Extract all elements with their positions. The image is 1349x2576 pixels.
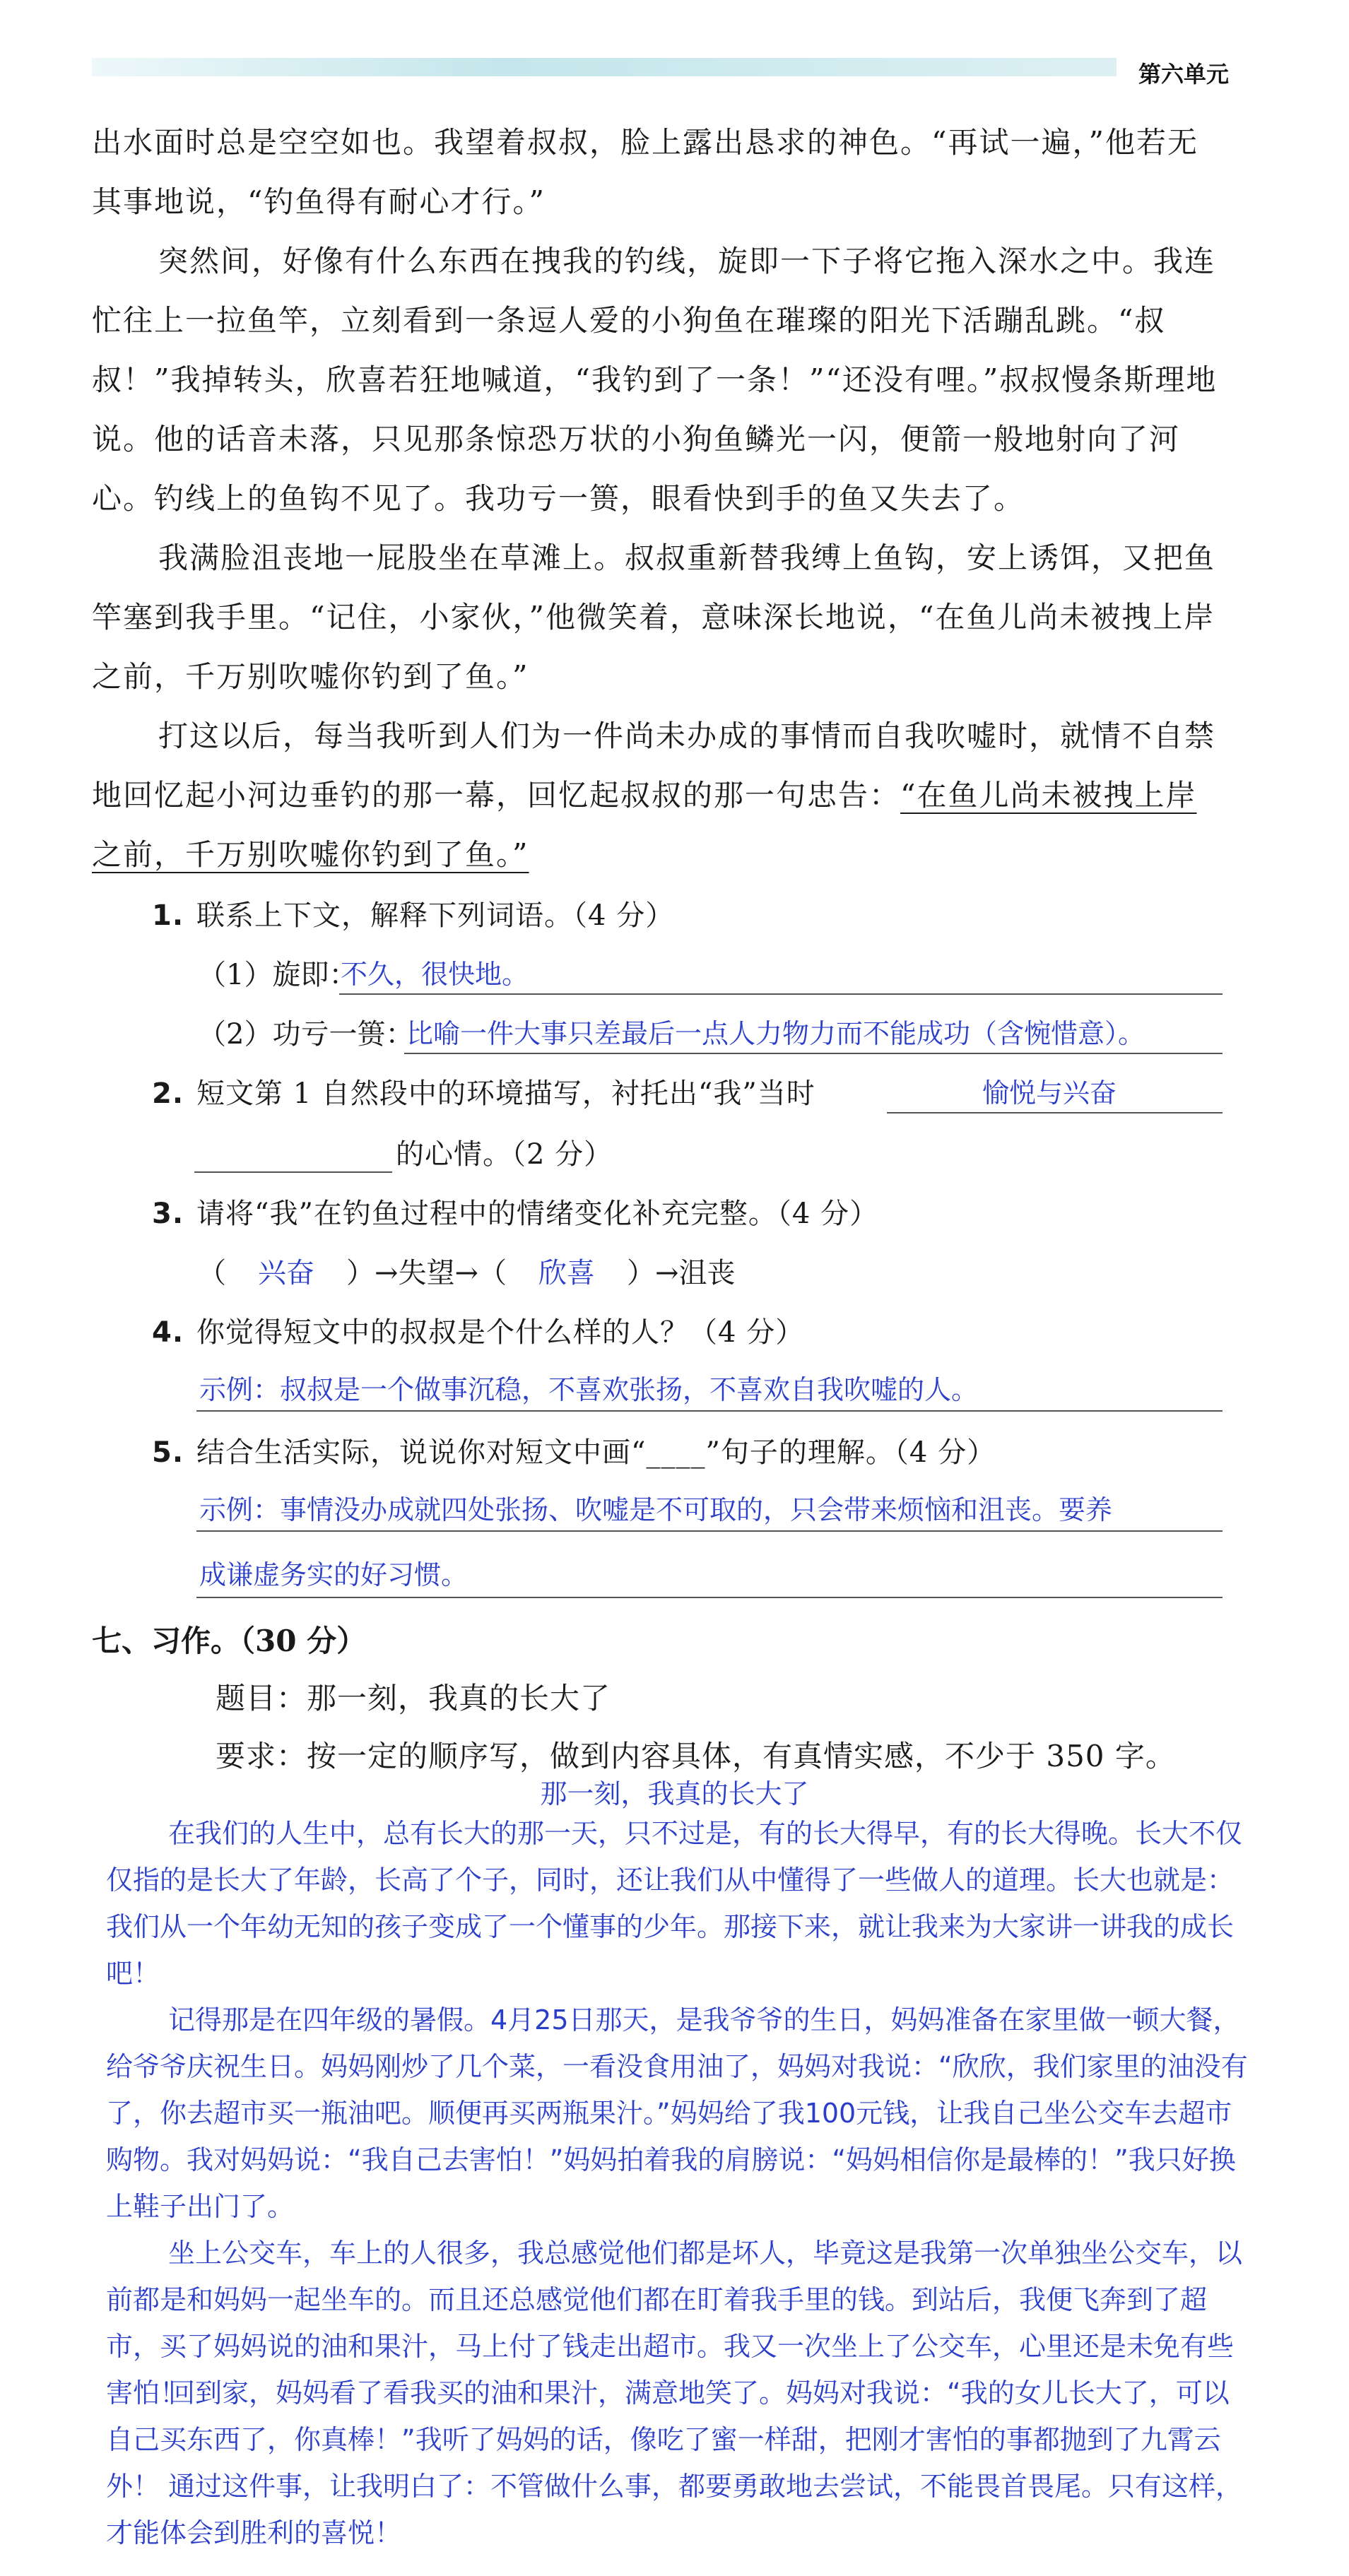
question-5-number: 5.: [152, 1436, 184, 1469]
writing-topic: 题目：那一刻，我真的长大了: [216, 1681, 611, 1715]
chain-middle: ）→失望→（: [346, 1257, 507, 1289]
question-4: [152, 1313, 804, 1352]
question-2-text-end: 的心情。（2 分）: [396, 1138, 613, 1171]
chain-end: ）→沮丧: [627, 1257, 736, 1289]
question-4-text: 你觉得短文中的叔叔是个什么样的人？（4 分）: [196, 1316, 805, 1349]
answer-line: [404, 1053, 1223, 1054]
question-1-text: 联系上下文，解释下列词语。（4 分）: [196, 899, 675, 932]
question-5-text: 结合生活实际，说说你对短文中画“____”句子的理解。（4 分）: [196, 1436, 996, 1469]
answer-line: [196, 1597, 1223, 1598]
question-3-number: 3.: [152, 1198, 184, 1230]
question-2: [152, 1074, 815, 1113]
question-4-number: 4.: [152, 1316, 184, 1349]
answer-line: [887, 1112, 1223, 1113]
question-1: [152, 896, 674, 935]
paren: （: [198, 1257, 226, 1289]
passage-paragraph-1: 出水面时总是空空如也。我望着叔叔，脸上露出恳求的神色。“再试一遍，”他若无其事地说，“钓鱼得有耐心才行。”: [92, 125, 1198, 219]
essay-paragraph-4: 回到家，妈妈看了看我买的油和果汁，满意地笑了。妈妈对我说：“我的女儿长大了，可以自己买东西了，你真棒！”我听了妈妈的话，像吃了蜜一样甜，把刚才害怕的事都抛到了九霄云外！: [106, 2377, 1230, 2502]
header-band: [92, 58, 1117, 76]
answer-line: [196, 1530, 1223, 1532]
question-3-text: 请将“我”在钓鱼过程中的情绪变化补充完整。（4 分）: [196, 1198, 879, 1230]
question-5: [152, 1433, 996, 1472]
question-1-sub-2-label: （2）功亏一篑：: [198, 1018, 414, 1051]
essay-paragraph-3: 坐上公交车，车上的人很多，我总感觉他们都是坏人，毕竟这是我第一次单独坐公交车，以前都是和妈妈一起坐车的。而且还总感觉他们都在盯着我手里的钱。到站后，我便飞奔到了超市，买了妈妈说的油和果汁，马上付了钱走出超市。我又一次坐上了公交车，心里还是未免有些害怕！: [106, 2238, 1243, 2409]
question-3-answer-2: 欣喜: [538, 1257, 596, 1289]
answer-line: [196, 1410, 1223, 1412]
passage-paragraph-4-text: 打这以后，每当我听到人们为一件尚未办成的事情而自我吹嘘时，就情不自禁地回忆起小河边垂钓的那一幕，回忆起叔叔的那一句忠告：: [92, 719, 1216, 813]
answer-line: [194, 1171, 392, 1173]
passage-paragraph-4: [92, 707, 1223, 885]
question-5-answer-line-1: 示例：事情没办成就四处张扬、吹嘘是不可取的，只会带来烦恼和沮丧。要养: [199, 1494, 1113, 1525]
essay-paragraph-5: 通过这件事，让我明白了：不管做什么事，都要勇敢地去尝试，不能畏首畏尾。只有这样，才能体会到胜利的喜悦！: [106, 2471, 1243, 2548]
essay-title: 那一刻，我真的长大了: [540, 1778, 809, 1809]
question-4-answer: 示例：叔叔是一个做事沉稳，不喜欢张扬，不喜欢自我吹嘘的人。: [199, 1374, 979, 1405]
passage-paragraph-2: 突然间，好像有什么东西在拽我的钓线，旋即一下子将它拖入深水之中。我连忙往上一拉鱼竿，立刻看到一条逗人爱的小狗鱼在璀璨的阳光下活蹦乱跳。“叔叔！”我掉转头，欣喜若狂地喊道，“我钓到了一条！”“还没有哩。”叔叔慢条斯理地说。他的话音未落，只见那条惊恐万状的小狗鱼鳞光一闪，便箭一般地射向了河心。钓线上的鱼钩不见了。我功亏一篑，眼看快到手的鱼又失去了。: [92, 244, 1218, 516]
question-3-chain: [198, 1253, 736, 1293]
question-3: [152, 1194, 878, 1234]
question-3-answer-1: 兴奋: [258, 1257, 314, 1289]
question-2-text: 短文第 1 自然段中的环境描写，衬托出“我”当时: [196, 1077, 815, 1110]
question-1-sub-1-label: （1）旋即：: [198, 959, 358, 991]
writing-section-title: 七、习作。（30 分）: [92, 1624, 367, 1658]
underlined-sentence: “在鱼儿尚未被拽上岸之前，千万别吹嘘你钓到了鱼。”: [92, 778, 1197, 872]
passage-paragraph-3: 我满脸沮丧地一屁股坐在草滩上。叔叔重新替我缚上鱼钩，安上诱饵，又把鱼竿塞到我手里。“记住，小家伙，”他微笑着，意味深长地说，“在鱼儿尚未被拽上岸之前，千万别吹嘘你钓到了鱼。”: [92, 540, 1216, 694]
essay-paragraph-1: 在我们的人生中，总有长大的那一天，只不过是，有的长大得早，有的长大得晚。长大不仅仅指的是长大了年龄，长高了个子，同时，还让我们从中懂得了一些做人的道理。长大也就是：我们从一个年幼无知的孩子变成了一个懂事的少年。那接下来，就让我来为大家讲一讲我的成长吧！: [106, 1818, 1243, 1989]
question-2-number: 2.: [152, 1077, 184, 1110]
unit-label: 第六单元: [1138, 61, 1229, 88]
writing-requirements: 要求：按一定的顺序写，做到内容具体，有真情实感，不少于 350 字。: [216, 1739, 1176, 1773]
question-1-number: 1.: [152, 899, 184, 932]
answer-line: [339, 993, 1223, 995]
question-5-answer-line-2: 成谦虚务实的好习惯。: [199, 1559, 469, 1590]
question-2-answer: 愉悦与兴奋: [982, 1077, 1117, 1109]
question-1-sub-2-answer: 比喻一件大事只差最后一点人力物力而不能成功（含惋惜意）。: [406, 1018, 1145, 1049]
essay-paragraph-2: 记得那是在四年级的暑假。4月25日那天，是我爷爷的生日，妈妈准备在家里做一顿大餐，给爷爷庆祝生日。妈妈刚炒了几个菜，一看没食用油了，妈妈对我说：“欣欣，我们家里的油没有了，你去超市买一瓶油吧。顺便再买两瓶果汁。”妈妈给了我100元钱，让我自己坐公交车去超市购物。我对妈妈说：“我自己去害怕！”妈妈拍着我的肩膀说：“妈妈相信你是最棒的！”我只好换上鞋子出门了。: [106, 2004, 1248, 2222]
question-1-sub-1-answer: 不久，很快地。: [341, 959, 529, 990]
